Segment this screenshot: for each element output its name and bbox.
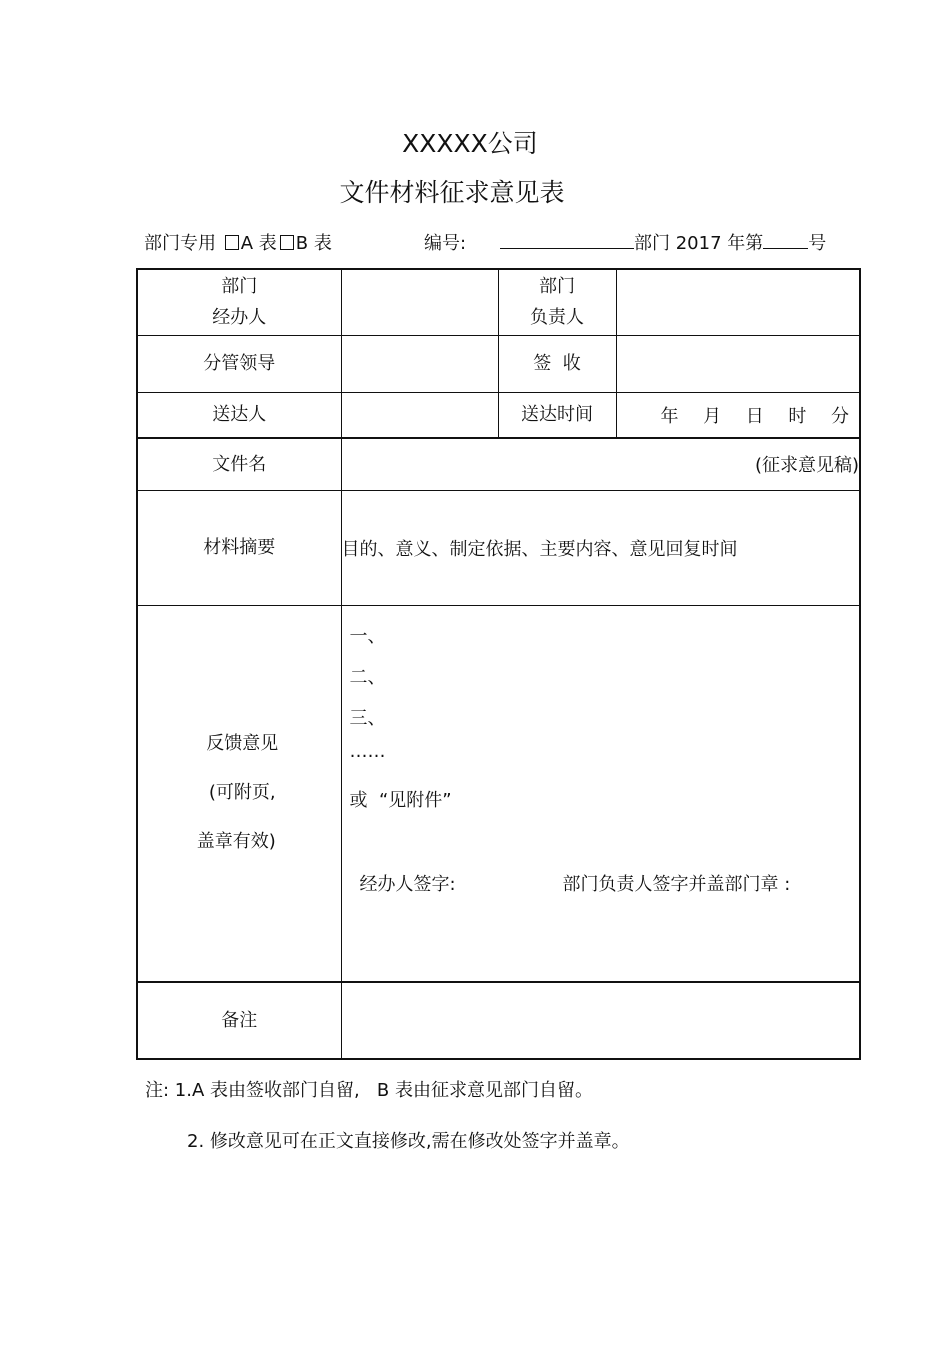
opinion-form-table — [136, 268, 861, 1060]
courier-label: 送达人 — [137, 392, 341, 438]
time-part-hour: 时 — [788, 405, 807, 427]
note-2: 2. 修改意见可在正文直接修改,需在修改处签字并盖章。 — [187, 1131, 630, 1152]
sign-label: 签 收 — [498, 335, 616, 392]
table-row — [137, 335, 860, 392]
filename-value-cell[interactable] — [341, 438, 860, 490]
leader-value-cell[interactable] — [341, 335, 498, 392]
form-title: 文件材料征求意见表 — [339, 178, 565, 207]
sign-value-cell[interactable] — [616, 335, 860, 392]
head-label-cell — [498, 269, 616, 335]
filename-label: 文件名 — [137, 438, 341, 490]
feedback-item-3: 三、 — [349, 707, 386, 729]
feedback-label-line3: 盖章有效) — [196, 830, 276, 852]
feedback-item-ellipsis: …… — [349, 740, 386, 762]
company-title: XXXXX公司 — [402, 129, 538, 158]
summary-value-cell[interactable] — [341, 490, 860, 605]
time-part-month: 月 — [703, 405, 722, 427]
remarks-label: 备注 — [137, 982, 341, 1059]
time-part-day: 日 — [745, 405, 764, 427]
feedback-label-line2: (可附页, — [208, 781, 276, 803]
handler-label-line2: 经办人 — [212, 307, 267, 329]
dept-use-label: 部门专用 — [144, 233, 216, 254]
delivery-time-label: 送达时间 — [498, 392, 616, 438]
head-label-line2: 负责人 — [530, 307, 584, 329]
number-suffix: 号 — [808, 233, 827, 254]
table-row — [137, 490, 860, 605]
courier-value-cell[interactable] — [341, 392, 498, 438]
number-row — [500, 229, 826, 255]
summary-label: 材料摘要 — [137, 490, 341, 605]
option-b-label: B 表 — [295, 233, 332, 254]
delivery-time-parts — [617, 402, 860, 428]
feedback-item-2: 二、 — [349, 666, 386, 688]
feedback-value-cell[interactable] — [341, 605, 860, 982]
leader-label: 分管领导 — [137, 335, 341, 392]
see-attachment: 或 “见附件” — [349, 789, 452, 811]
handler-label-line1: 部门 — [221, 276, 258, 298]
option-a-label: A 表 — [240, 233, 277, 254]
remarks-value-cell[interactable] — [341, 982, 860, 1059]
time-part-minute: 分 — [831, 405, 849, 427]
draft-note: (征求意见稿) — [754, 455, 859, 477]
head-value-cell[interactable] — [616, 269, 860, 335]
time-part-year: 年 — [660, 405, 679, 427]
head-signature-label: 部门负责人签字并盖部门章 : — [562, 873, 791, 895]
table-row — [137, 982, 860, 1059]
option-a-checkbox[interactable] — [225, 235, 239, 250]
number-label: 编号: — [424, 233, 467, 254]
handler-value-cell[interactable] — [341, 269, 498, 335]
handler-label-cell — [137, 269, 341, 335]
feedback-label-line1: 反馈意见 — [206, 732, 279, 754]
table-row — [137, 269, 860, 335]
handler-signature-label: 经办人签字: — [359, 873, 456, 895]
option-b-checkbox[interactable] — [280, 235, 294, 250]
note-1: 注: 1.A 表由签收部门自留, B 表由征求意见部门自留。 — [145, 1080, 593, 1101]
dept-use-row — [144, 229, 332, 255]
table-row — [137, 605, 860, 982]
number-blank-line[interactable] — [763, 230, 808, 249]
head-label-line1: 部门 — [539, 276, 575, 298]
table-row — [137, 438, 860, 490]
dept-year-label: 部门 2017 年第 — [634, 233, 764, 254]
table-row — [137, 392, 860, 438]
dept-blank-line[interactable] — [500, 230, 634, 249]
feedback-item-1: 一、 — [349, 625, 386, 647]
feedback-label-cell — [137, 605, 341, 982]
summary-hint: 目的、意义、制定依据、主要内容、意见回复时间 — [341, 538, 738, 560]
delivery-time-cell[interactable] — [616, 392, 860, 438]
